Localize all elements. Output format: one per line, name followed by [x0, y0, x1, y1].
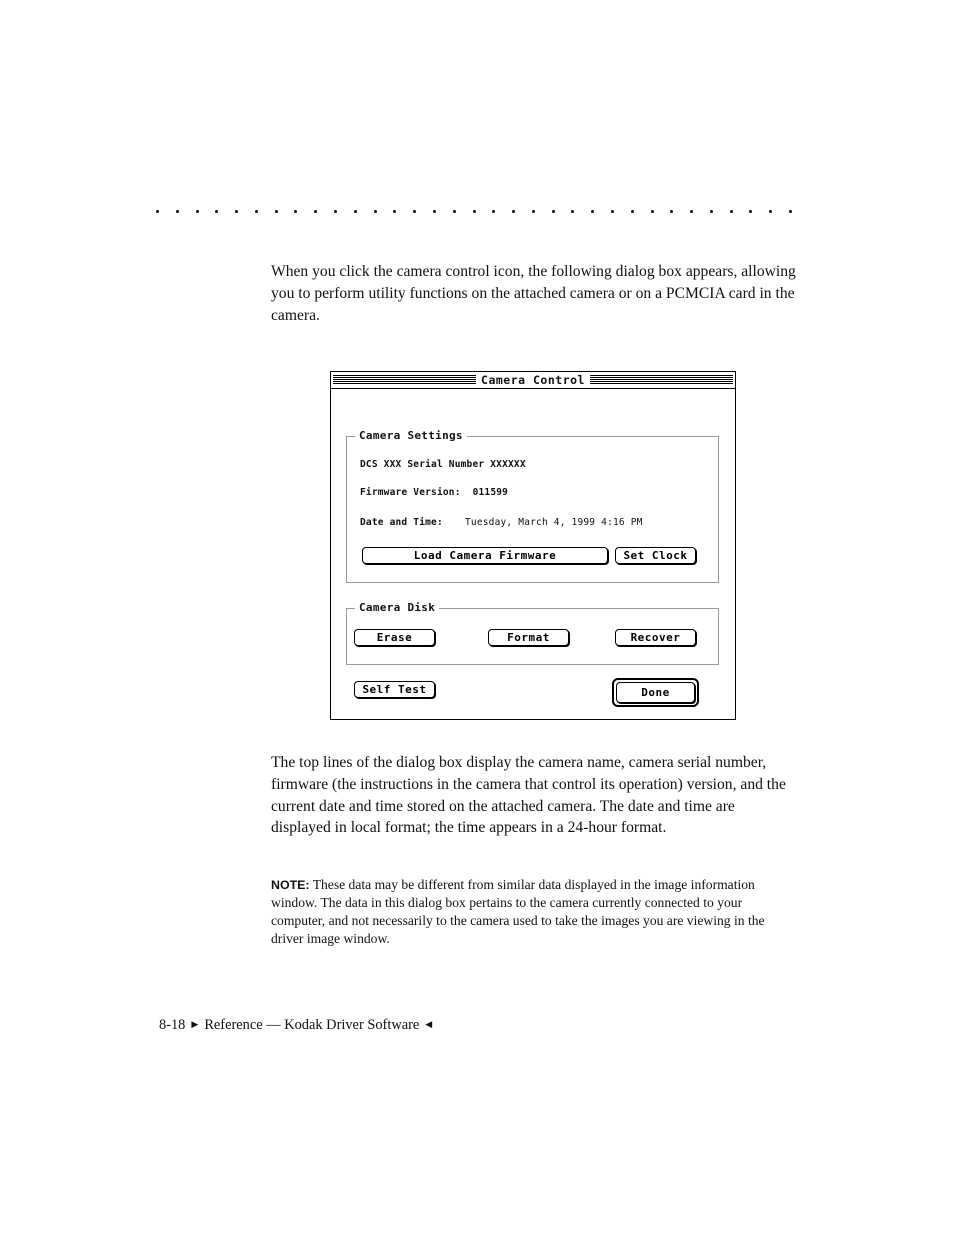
camera-disk-label: Camera Disk — [355, 601, 439, 615]
note-label: NOTE: — [271, 878, 310, 892]
date-time-line — [360, 517, 443, 528]
triangle-left-icon: ◀ — [425, 1019, 433, 1029]
date-time-label: Date and Time: — [360, 517, 443, 528]
page-footer — [159, 1017, 432, 1034]
erase-button[interactable]: Erase — [354, 629, 435, 646]
recover-button[interactable]: Recover — [615, 629, 696, 646]
camera-settings-group — [346, 429, 719, 583]
firmware-version-label: Firmware Version: — [360, 487, 461, 498]
note-text: These data may be different from similar data displayed in the image information window. The data in this dialog box pertains to the camera currently connected to your computer, and not necessarily to the camera used to take the images you are viewing in the driver image window. — [271, 877, 765, 946]
dialog-title: Camera Control — [476, 373, 590, 388]
triangle-right-icon: ▶ — [191, 1019, 199, 1029]
footer-section-title: Reference — Kodak Driver Software — [204, 1017, 420, 1033]
date-time-value: Tuesday, March 4, 1999 4:16 PM — [465, 517, 643, 528]
set-clock-button[interactable]: Set Clock — [615, 547, 696, 564]
dotted-rule — [156, 201, 792, 221]
done-button[interactable]: Done — [616, 682, 695, 703]
firmware-version-line — [360, 487, 508, 498]
description-paragraph: The top lines of the dialog box display the camera name, camera serial number, firmware (the instructions in the camera that control its operation) version, and the current date and time stored on the attached camera. The date and time are displayed in local format; the time appears in a 24-hour format. — [271, 754, 786, 837]
camera-settings-label: Camera Settings — [355, 429, 467, 443]
note-paragraph — [271, 876, 796, 948]
camera-control-dialog — [330, 371, 736, 720]
firmware-version-value: 011599 — [472, 487, 509, 498]
page-number: 8-18 — [159, 1017, 186, 1033]
format-button[interactable]: Format — [488, 629, 569, 646]
load-camera-firmware-button[interactable]: Load Camera Firmware — [362, 547, 608, 564]
camera-disk-group — [346, 601, 719, 665]
serial-number-line: DCS XXX Serial Number XXXXXX — [360, 459, 526, 470]
intro-paragraph: When you click the camera control icon, the following dialog box appears, allowing you to perform utility functions on the attached camera or on a PCMCIA card in the camera. — [271, 263, 796, 324]
self-test-button[interactable]: Self Test — [354, 681, 435, 698]
